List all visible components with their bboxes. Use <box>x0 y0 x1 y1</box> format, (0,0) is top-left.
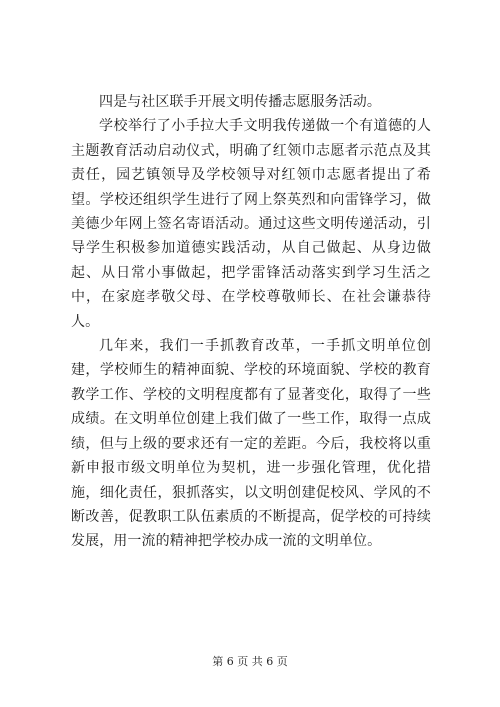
paragraph-community-volunteer: 四是与社区联手开展文明传播志愿服务活动。 <box>99 94 381 110</box>
paragraph-summary: 几年来，我们一手抓教育改革，一手抓文明单位创建，学校师生的精神面貌、学校的环境面貌、学校的教育教学工作、学校的文明程度都有了显著变化，取得了一些成绩。在文明单位创建上我们做了一些工作，取得一点成绩，但与上级的要求还有一定的差距。今后，我校将以重新申报市级文明单位为契机，进一步强化管理，优化措施，细化责任，狠抓落实，以文明创建促校风、学风的不断改善，促教职工队伍素质的不断提高，促学校的可持续发展，用一流的精神把学校办成一流的文明单位。 <box>71 338 431 550</box>
page-footer: 第 6 页 共 6 页 <box>212 655 288 668</box>
document-body <box>71 90 431 554</box>
paragraph-school-activities: 学校举行了小手拉大手文明我传递做一个有道德的人主题教育活动启动仪式，明确了红领巾志愿者示范点及其责任，园艺镇领导及学校领导对红领巾志愿者提出了希望。学校还组织学生进行了网上祭英烈和向雷锋学习，做美德少年网上签名寄语活动。通过这些文明传递活动，引导学生积极参加道德实践活动，从自己做起、从身边做起、从日常小事做起，把学雷锋活动落实到学习生活之中，在家庭孝敬父母、在学校尊敬师长、在社会谦恭待人。 <box>71 118 431 330</box>
